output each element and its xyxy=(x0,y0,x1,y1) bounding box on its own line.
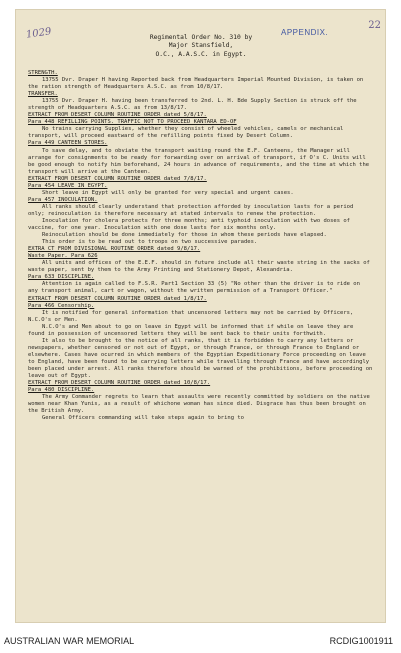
footer-bar xyxy=(0,624,401,653)
header-line: Regimental Order No. 310 by xyxy=(149,34,253,41)
section-heading: Para 454 LEAVE IN EGYPT. xyxy=(28,182,108,189)
paragraph: N.C.O's and Men about to go on leave in Egypt will be informed that if while on leave they are found in possession of uncensored letters they will be sent back to their units forthwith. xyxy=(28,323,357,337)
section-heading: EXTRACT FROM DESERT COLUMN ROUTINE ORDER dated 10/8/17. xyxy=(28,380,211,387)
paragraph: All ranks should clearly understand that protection afforded by inoculation lasts for a period only; reinoculation is therefore necessary at stated intervals to renew the protection. xyxy=(28,203,357,217)
paragraph: To save delay, and to obviate the transport waiting round the E.F. Canteens, the Manager will arrange for consignments to be ready for forwarding over on arrival of transport, if O's C. Units will be good enough to notify him beforehand, 24 hours in advance of requirements, and the time at which the transport will arrive at the Canteen. xyxy=(28,147,373,175)
section-heading: EXTRA CT FROM DIVISIONAL ROUTINE ORDER dated 9/8/17. xyxy=(28,246,201,253)
paragraph: 13755 Dvr. Draper H. having been transferred to 2nd. L. H. Bde Supply Section is struck off the strength of Headquarters A.S.C. as from 13/8/17. xyxy=(28,98,360,112)
order-header xyxy=(116,34,286,59)
archive-name: AUSTRALIAN WAR MEMORIAL xyxy=(4,636,135,646)
paragraph: Reinoculation should be done immediately for those in whom these periods have elapsed. xyxy=(42,232,327,239)
header-line: O.C., A.A.S.C. in Egypt. xyxy=(155,50,247,58)
paragraph: Attention is again called to F.S.R. Part1 Section 33 (5) "No other than the driver is to ride on any transport animal, cart or wagon, without the written permission of a Transport Officer." xyxy=(28,281,364,295)
section-heading: Waste Paper. Para 626 xyxy=(28,253,98,260)
header-line: Major Stansfield, xyxy=(168,42,234,50)
handwritten-number: 1029 xyxy=(25,26,53,41)
paragraph: Short leave in Egypt will only be granted for very special and urgent cases. xyxy=(42,189,294,196)
document-page xyxy=(16,10,385,622)
folio-number: 22 xyxy=(368,20,381,31)
section-heading: EXTRACT FROM DESERT COLUMN ROUTINE ORDER dated 1/8/17. xyxy=(28,295,207,302)
paragraph: 13755 Dvr. Draper H having Reported back from Headquarters Imperial Mounted Division, is taken on the ration strength of Headquarters A.S.C. as from 10/8/17. xyxy=(28,77,367,91)
paragraph: General Officers commanding will take steps again to bring to xyxy=(42,415,244,422)
paragraph: The Army Commander regrets to learn that assaults were recently committed by soldiers on the native women near Khan Yunis, as a result of whichone woman has since died. Disgrace has thus been brought on the British Army. xyxy=(28,394,374,415)
paragraph: It also to be brought to the notice of all ranks, that it is forbidden to carry any letters or newspapers, whether censored or not out of Egypt, or through France, or through France to England or elsewhere. Cases have ocurred in which members of the Egyptian Expeditionary Force proceeding on leave to England, have been found to be carrying letters while travelling through France and have accordingly been placed under arrest. All ranks therefore should be warned of the prohibitions, before proceeding on leave out of Egypt. xyxy=(28,337,376,380)
paragraph: It is notified for general information that uncensored letters may not be carried by Officers, N.C.O's or Men. xyxy=(28,309,357,323)
section-heading: STRENGTH. xyxy=(28,70,58,76)
section-heading: TRANSFER. xyxy=(28,91,58,98)
paragraph: This order is to be read out to troops on two successive parades. xyxy=(42,239,258,246)
paragraph: No trains carrying Supplies, whether they consist of wheeled vehicles, camels or mechanical transport, will proceed eastward of the refilling points fixed by Desert Column. xyxy=(28,126,347,140)
record-id: RCDIG1001911 xyxy=(329,636,393,646)
appendix-stamp: APPENDIX. xyxy=(281,28,329,37)
section-heading: Para 466 Censorship. xyxy=(28,302,95,309)
section-heading: Para 457 INOCULATION. xyxy=(28,196,98,203)
section-heading: Para 449 CANTEEN STORES. xyxy=(28,140,108,147)
order-body xyxy=(28,70,376,422)
section-heading: EXTRACT FROM DESERT COLUMN ROUTINE ORDER dated 5/8/17. xyxy=(28,112,207,119)
section-heading: Para 633 DISCIPLINE. xyxy=(28,274,95,281)
section-heading: EXTRACT FROM DESERT COLUMN ROUTINE ORDER dated 7/8/17. xyxy=(28,175,207,182)
section-heading: Para 448 REFILLING POINTS. TRAFFIC NOT TO PROCEED KANTARA ED-OF xyxy=(28,119,237,126)
section-heading: Para 480 DISCIPLINE. xyxy=(28,387,95,394)
paragraph: Inoculation for cholera protects for three months; anti typhoid inoculation with two doses of vaccine, for one year. Inoculation with one dose lasts for six months only. xyxy=(28,217,354,232)
paragraph: All units and offices of the E.E.F. should in future include all their waste string in the sacks of waste paper, sent by them to the Army Printing and Stationery Depot, Alexandria. xyxy=(28,260,374,274)
